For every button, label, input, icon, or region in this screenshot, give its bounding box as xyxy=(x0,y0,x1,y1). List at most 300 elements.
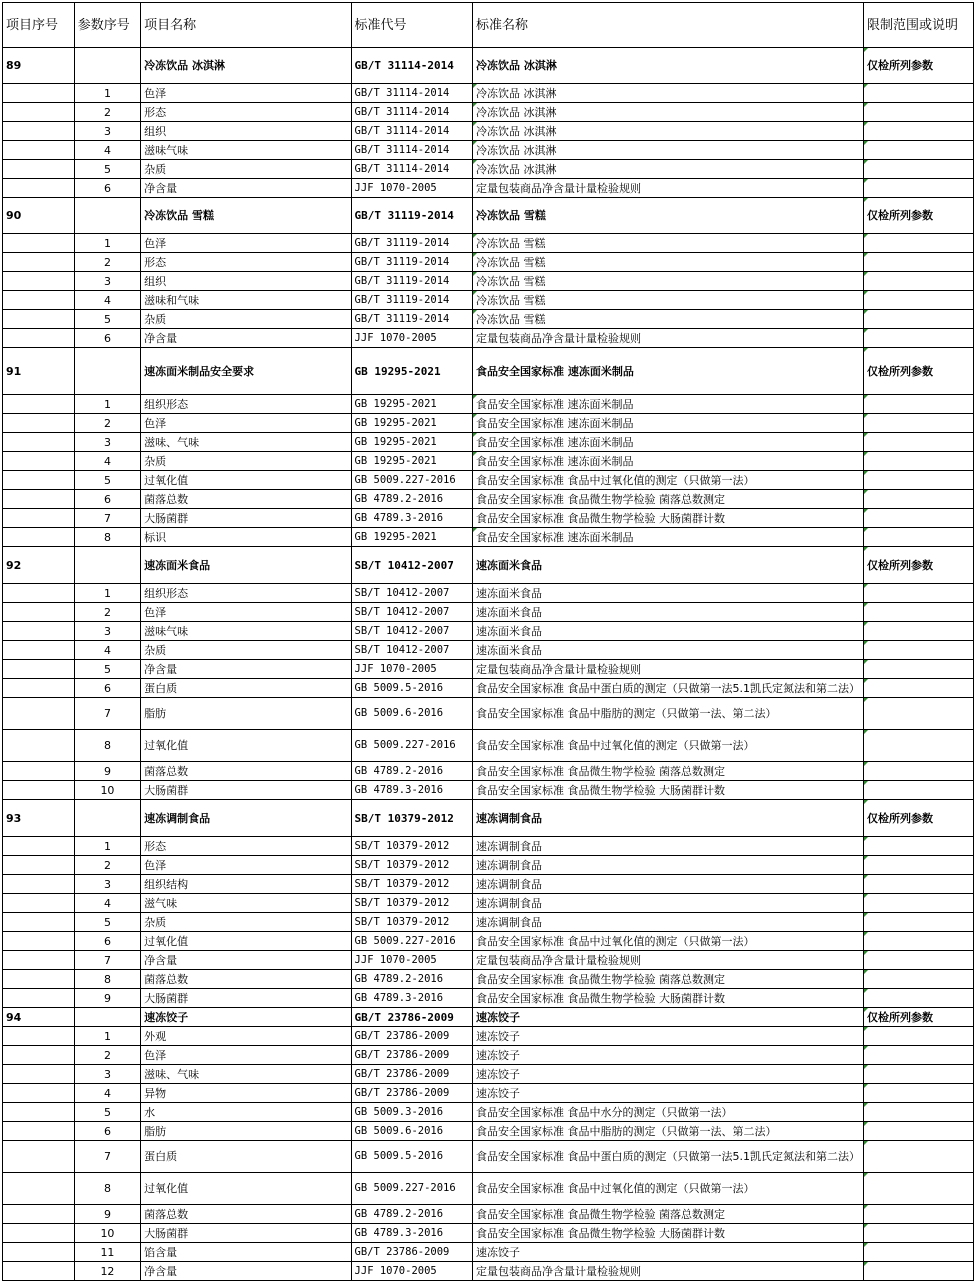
limit-empty[interactable] xyxy=(864,698,974,730)
param-standard-name[interactable]: 冷冻饮品 雪糕 xyxy=(473,253,864,272)
param-number-empty[interactable] xyxy=(74,348,140,395)
param-standard-name[interactable]: 速冻面米食品 xyxy=(473,603,864,622)
param-number[interactable]: 1 xyxy=(74,1027,140,1046)
param-standard-name[interactable]: 冷冻饮品 冰淇淋 xyxy=(473,141,864,160)
param-number[interactable]: 9 xyxy=(74,1205,140,1224)
param-standard-name[interactable]: 食品安全国家标准 食品中水分的测定（只做第一法） xyxy=(473,1103,864,1122)
param-name[interactable]: 杂质 xyxy=(141,452,351,471)
param-number[interactable]: 3 xyxy=(74,433,140,452)
param-standard-code[interactable]: GB/T 23786-2009 xyxy=(351,1243,472,1262)
item-number-empty[interactable] xyxy=(3,932,75,951)
limit-empty[interactable] xyxy=(864,490,974,509)
limit-empty[interactable] xyxy=(864,913,974,932)
param-name[interactable]: 色泽 xyxy=(141,1046,351,1065)
item-number-empty[interactable] xyxy=(3,1103,75,1122)
param-number[interactable]: 8 xyxy=(74,730,140,762)
limit-empty[interactable] xyxy=(864,837,974,856)
param-name[interactable]: 大肠菌群 xyxy=(141,989,351,1008)
param-number[interactable]: 3 xyxy=(74,122,140,141)
item-name[interactable]: 速冻调制食品 xyxy=(141,800,351,837)
limit-empty[interactable] xyxy=(864,234,974,253)
item-number[interactable]: 93 xyxy=(3,800,75,837)
item-number-empty[interactable] xyxy=(3,234,75,253)
standard-code[interactable]: GB/T 31114-2014 xyxy=(351,48,472,84)
param-name[interactable]: 杂质 xyxy=(141,641,351,660)
standard-code[interactable]: SB/T 10412-2007 xyxy=(351,547,472,584)
param-standard-code[interactable]: GB/T 31114-2014 xyxy=(351,122,472,141)
param-name[interactable]: 菌落总数 xyxy=(141,762,351,781)
param-number[interactable]: 11 xyxy=(74,1243,140,1262)
param-standard-code[interactable]: GB 5009.3-2016 xyxy=(351,1103,472,1122)
param-standard-code[interactable]: GB/T 23786-2009 xyxy=(351,1065,472,1084)
param-standard-code[interactable]: GB 4789.3-2016 xyxy=(351,509,472,528)
param-number-empty[interactable] xyxy=(74,198,140,234)
param-standard-name[interactable]: 冷冻饮品 冰淇淋 xyxy=(473,84,864,103)
param-standard-code[interactable]: GB 5009.227-2016 xyxy=(351,730,472,762)
param-standard-code[interactable]: GB/T 31119-2014 xyxy=(351,272,472,291)
param-standard-name[interactable]: 冷冻饮品 雪糕 xyxy=(473,291,864,310)
param-number[interactable]: 5 xyxy=(74,471,140,490)
param-standard-name[interactable]: 食品安全国家标准 食品中过氧化值的测定（只做第一法） xyxy=(473,932,864,951)
item-name[interactable]: 速冻饺子 xyxy=(141,1008,351,1027)
item-number-empty[interactable] xyxy=(3,310,75,329)
param-number[interactable]: 5 xyxy=(74,660,140,679)
param-number[interactable]: 3 xyxy=(74,272,140,291)
param-standard-name[interactable]: 食品安全国家标准 食品微生物学检验 菌落总数测定 xyxy=(473,762,864,781)
param-number-empty[interactable] xyxy=(74,1008,140,1027)
item-number-empty[interactable] xyxy=(3,160,75,179)
param-standard-code[interactable]: SB/T 10379-2012 xyxy=(351,894,472,913)
item-number-empty[interactable] xyxy=(3,179,75,198)
param-standard-name[interactable]: 速冻饺子 xyxy=(473,1046,864,1065)
limit-empty[interactable] xyxy=(864,471,974,490)
limit-empty[interactable] xyxy=(864,160,974,179)
param-number[interactable]: 4 xyxy=(74,894,140,913)
limit-note[interactable]: 仅检所列参数 xyxy=(864,348,974,395)
limit-empty[interactable] xyxy=(864,781,974,800)
item-name[interactable]: 速冻面米制品安全要求 xyxy=(141,348,351,395)
param-standard-code[interactable]: SB/T 10379-2012 xyxy=(351,913,472,932)
item-number[interactable]: 91 xyxy=(3,348,75,395)
param-name[interactable]: 净含量 xyxy=(141,660,351,679)
param-standard-code[interactable]: GB/T 23786-2009 xyxy=(351,1046,472,1065)
param-number[interactable]: 2 xyxy=(74,103,140,122)
param-standard-code[interactable]: GB 4789.2-2016 xyxy=(351,762,472,781)
header-std-code[interactable]: 标准代号 xyxy=(351,3,472,48)
limit-empty[interactable] xyxy=(864,1243,974,1262)
standard-code[interactable]: SB/T 10379-2012 xyxy=(351,800,472,837)
param-number[interactable]: 2 xyxy=(74,856,140,875)
item-number-empty[interactable] xyxy=(3,1122,75,1141)
item-number-empty[interactable] xyxy=(3,894,75,913)
standard-code[interactable]: GB/T 31119-2014 xyxy=(351,198,472,234)
param-name[interactable]: 过氧化值 xyxy=(141,1173,351,1205)
param-number[interactable]: 7 xyxy=(74,509,140,528)
param-standard-name[interactable]: 食品安全国家标准 食品中过氧化值的测定（只做第一法） xyxy=(473,730,864,762)
param-name[interactable]: 滋气味 xyxy=(141,894,351,913)
param-number[interactable]: 4 xyxy=(74,141,140,160)
limit-empty[interactable] xyxy=(864,122,974,141)
standard-name[interactable]: 冷冻饮品 冰淇淋 xyxy=(473,48,864,84)
param-name[interactable]: 色泽 xyxy=(141,234,351,253)
param-standard-code[interactable]: GB 19295-2021 xyxy=(351,414,472,433)
param-number[interactable]: 2 xyxy=(74,603,140,622)
param-standard-name[interactable]: 定量包装商品净含量计量检验规则 xyxy=(473,179,864,198)
param-standard-code[interactable]: GB 19295-2021 xyxy=(351,528,472,547)
param-standard-code[interactable]: SB/T 10379-2012 xyxy=(351,837,472,856)
item-number-empty[interactable] xyxy=(3,1173,75,1205)
param-number[interactable]: 2 xyxy=(74,414,140,433)
param-standard-code[interactable]: GB/T 23786-2009 xyxy=(351,1027,472,1046)
param-standard-code[interactable]: GB/T 31119-2014 xyxy=(351,253,472,272)
param-name[interactable]: 蛋白质 xyxy=(141,679,351,698)
item-number-empty[interactable] xyxy=(3,730,75,762)
item-number-empty[interactable] xyxy=(3,970,75,989)
param-number[interactable]: 1 xyxy=(74,84,140,103)
param-standard-code[interactable]: GB 5009.227-2016 xyxy=(351,471,472,490)
item-number[interactable]: 92 xyxy=(3,547,75,584)
param-number[interactable]: 3 xyxy=(74,622,140,641)
item-number-empty[interactable] xyxy=(3,1027,75,1046)
param-standard-name[interactable]: 食品安全国家标准 食品微生物学检验 大肠菌群计数 xyxy=(473,1224,864,1243)
param-standard-name[interactable]: 速冻调制食品 xyxy=(473,856,864,875)
item-number-empty[interactable] xyxy=(3,1243,75,1262)
item-number-empty[interactable] xyxy=(3,622,75,641)
param-standard-code[interactable]: GB 4789.2-2016 xyxy=(351,490,472,509)
limit-empty[interactable] xyxy=(864,253,974,272)
item-number-empty[interactable] xyxy=(3,1224,75,1243)
param-standard-code[interactable]: JJF 1070-2005 xyxy=(351,1262,472,1281)
item-number-empty[interactable] xyxy=(3,1141,75,1173)
param-name[interactable]: 菌落总数 xyxy=(141,1205,351,1224)
item-number-empty[interactable] xyxy=(3,913,75,932)
param-number[interactable]: 8 xyxy=(74,528,140,547)
param-name[interactable]: 菌落总数 xyxy=(141,970,351,989)
param-number[interactable]: 3 xyxy=(74,1065,140,1084)
limit-empty[interactable] xyxy=(864,272,974,291)
item-number-empty[interactable] xyxy=(3,509,75,528)
param-standard-name[interactable]: 冷冻饮品 冰淇淋 xyxy=(473,103,864,122)
param-name[interactable]: 大肠菌群 xyxy=(141,509,351,528)
param-standard-code[interactable]: SB/T 10412-2007 xyxy=(351,603,472,622)
param-name[interactable]: 净含量 xyxy=(141,1262,351,1281)
limit-empty[interactable] xyxy=(864,875,974,894)
param-number[interactable]: 1 xyxy=(74,584,140,603)
limit-empty[interactable] xyxy=(864,509,974,528)
param-standard-name[interactable]: 食品安全国家标准 食品中脂肪的测定（只做第一法、第二法） xyxy=(473,698,864,730)
item-number-empty[interactable] xyxy=(3,781,75,800)
param-number-empty[interactable] xyxy=(74,547,140,584)
limit-empty[interactable] xyxy=(864,856,974,875)
param-standard-name[interactable]: 食品安全国家标准 速冻面米制品 xyxy=(473,395,864,414)
item-number-empty[interactable] xyxy=(3,490,75,509)
standard-code[interactable]: GB/T 23786-2009 xyxy=(351,1008,472,1027)
param-number[interactable]: 6 xyxy=(74,1122,140,1141)
param-standard-name[interactable]: 速冻饺子 xyxy=(473,1084,864,1103)
param-number[interactable]: 12 xyxy=(74,1262,140,1281)
param-number[interactable]: 7 xyxy=(74,698,140,730)
limit-empty[interactable] xyxy=(864,603,974,622)
param-number[interactable]: 6 xyxy=(74,329,140,348)
param-standard-code[interactable]: SB/T 10379-2012 xyxy=(351,875,472,894)
param-number[interactable]: 4 xyxy=(74,452,140,471)
item-name[interactable]: 冷冻饮品 雪糕 xyxy=(141,198,351,234)
param-name[interactable]: 蛋白质 xyxy=(141,1141,351,1173)
item-number-empty[interactable] xyxy=(3,641,75,660)
limit-empty[interactable] xyxy=(864,1084,974,1103)
param-name[interactable]: 净含量 xyxy=(141,951,351,970)
header-param-no[interactable]: 参数序号 xyxy=(74,3,140,48)
limit-empty[interactable] xyxy=(864,660,974,679)
limit-empty[interactable] xyxy=(864,894,974,913)
param-name[interactable]: 形态 xyxy=(141,103,351,122)
param-number-empty[interactable] xyxy=(74,48,140,84)
param-standard-code[interactable]: GB/T 31114-2014 xyxy=(351,103,472,122)
item-number-empty[interactable] xyxy=(3,698,75,730)
param-standard-name[interactable]: 食品安全国家标准 食品中过氧化值的测定（只做第一法） xyxy=(473,471,864,490)
param-standard-code[interactable]: GB/T 31119-2014 xyxy=(351,291,472,310)
param-standard-name[interactable]: 食品安全国家标准 食品微生物学检验 菌落总数测定 xyxy=(473,490,864,509)
param-standard-code[interactable]: GB 4789.3-2016 xyxy=(351,989,472,1008)
limit-empty[interactable] xyxy=(864,641,974,660)
param-name[interactable]: 过氧化值 xyxy=(141,471,351,490)
param-standard-name[interactable]: 速冻面米食品 xyxy=(473,641,864,660)
limit-empty[interactable] xyxy=(864,141,974,160)
param-standard-code[interactable]: SB/T 10412-2007 xyxy=(351,641,472,660)
param-number[interactable]: 4 xyxy=(74,291,140,310)
param-standard-code[interactable]: JJF 1070-2005 xyxy=(351,329,472,348)
item-number-empty[interactable] xyxy=(3,433,75,452)
param-name[interactable]: 脂肪 xyxy=(141,698,351,730)
limit-empty[interactable] xyxy=(864,310,974,329)
param-number[interactable]: 6 xyxy=(74,932,140,951)
limit-note[interactable]: 仅检所列参数 xyxy=(864,547,974,584)
limit-empty[interactable] xyxy=(864,1173,974,1205)
param-standard-name[interactable]: 速冻面米食品 xyxy=(473,584,864,603)
item-number-empty[interactable] xyxy=(3,84,75,103)
limit-empty[interactable] xyxy=(864,291,974,310)
param-standard-code[interactable]: GB 5009.6-2016 xyxy=(351,698,472,730)
param-number[interactable]: 4 xyxy=(74,1084,140,1103)
param-standard-code[interactable]: GB/T 31114-2014 xyxy=(351,141,472,160)
param-standard-code[interactable]: GB 5009.227-2016 xyxy=(351,932,472,951)
param-standard-name[interactable]: 食品安全国家标准 食品中脂肪的测定（只做第一法、第二法） xyxy=(473,1122,864,1141)
param-standard-name[interactable]: 冷冻饮品 冰淇淋 xyxy=(473,122,864,141)
header-std-name[interactable]: 标准名称 xyxy=(473,3,864,48)
param-name[interactable]: 色泽 xyxy=(141,414,351,433)
limit-empty[interactable] xyxy=(864,1262,974,1281)
limit-empty[interactable] xyxy=(864,762,974,781)
param-standard-code[interactable]: JJF 1070-2005 xyxy=(351,951,472,970)
param-name[interactable]: 净含量 xyxy=(141,179,351,198)
param-standard-name[interactable]: 速冻调制食品 xyxy=(473,875,864,894)
param-standard-name[interactable]: 冷冻饮品 雪糕 xyxy=(473,272,864,291)
param-standard-name[interactable]: 定量包装商品净含量计量检验规则 xyxy=(473,660,864,679)
item-number-empty[interactable] xyxy=(3,1205,75,1224)
param-standard-code[interactable]: SB/T 10412-2007 xyxy=(351,584,472,603)
param-number[interactable]: 3 xyxy=(74,875,140,894)
param-standard-name[interactable]: 食品安全国家标准 食品中过氧化值的测定（只做第一法） xyxy=(473,1173,864,1205)
param-name[interactable]: 过氧化值 xyxy=(141,730,351,762)
param-number[interactable]: 6 xyxy=(74,490,140,509)
param-number-empty[interactable] xyxy=(74,800,140,837)
param-standard-code[interactable]: GB 5009.6-2016 xyxy=(351,1122,472,1141)
header-limit[interactable]: 限制范围或说明 xyxy=(864,3,974,48)
param-name[interactable]: 水 xyxy=(141,1103,351,1122)
limit-empty[interactable] xyxy=(864,951,974,970)
param-standard-name[interactable]: 速冻面米食品 xyxy=(473,622,864,641)
param-number[interactable]: 9 xyxy=(74,762,140,781)
standard-name[interactable]: 速冻面米食品 xyxy=(473,547,864,584)
limit-empty[interactable] xyxy=(864,1065,974,1084)
item-number-empty[interactable] xyxy=(3,856,75,875)
limit-empty[interactable] xyxy=(864,679,974,698)
limit-empty[interactable] xyxy=(864,1122,974,1141)
param-name[interactable]: 大肠菌群 xyxy=(141,1224,351,1243)
param-name[interactable]: 脂肪 xyxy=(141,1122,351,1141)
param-standard-code[interactable]: GB/T 31119-2014 xyxy=(351,310,472,329)
item-number-empty[interactable] xyxy=(3,291,75,310)
limit-empty[interactable] xyxy=(864,395,974,414)
limit-empty[interactable] xyxy=(864,414,974,433)
item-number-empty[interactable] xyxy=(3,762,75,781)
param-number[interactable]: 10 xyxy=(74,781,140,800)
param-name[interactable]: 组织 xyxy=(141,272,351,291)
param-number[interactable]: 7 xyxy=(74,1141,140,1173)
limit-empty[interactable] xyxy=(864,622,974,641)
param-name[interactable]: 馅含量 xyxy=(141,1243,351,1262)
param-standard-code[interactable]: GB 4789.3-2016 xyxy=(351,1224,472,1243)
item-number-empty[interactable] xyxy=(3,528,75,547)
limit-empty[interactable] xyxy=(864,932,974,951)
limit-empty[interactable] xyxy=(864,970,974,989)
item-number-empty[interactable] xyxy=(3,395,75,414)
param-standard-code[interactable]: GB 4789.2-2016 xyxy=(351,970,472,989)
limit-empty[interactable] xyxy=(864,1141,974,1173)
item-name[interactable]: 速冻面米食品 xyxy=(141,547,351,584)
standard-code[interactable]: GB 19295-2021 xyxy=(351,348,472,395)
param-standard-name[interactable]: 冷冻饮品 雪糕 xyxy=(473,310,864,329)
limit-empty[interactable] xyxy=(864,1103,974,1122)
param-name[interactable]: 滋味和气味 xyxy=(141,291,351,310)
param-standard-name[interactable]: 食品安全国家标准 速冻面米制品 xyxy=(473,452,864,471)
param-standard-code[interactable]: GB 19295-2021 xyxy=(351,433,472,452)
param-name[interactable]: 大肠菌群 xyxy=(141,781,351,800)
param-name[interactable]: 滋味、气味 xyxy=(141,433,351,452)
param-name[interactable]: 组织 xyxy=(141,122,351,141)
param-standard-name[interactable]: 速冻调制食品 xyxy=(473,894,864,913)
param-standard-name[interactable]: 冷冻饮品 冰淇淋 xyxy=(473,160,864,179)
param-name[interactable]: 杂质 xyxy=(141,310,351,329)
param-standard-name[interactable]: 速冻调制食品 xyxy=(473,913,864,932)
standard-name[interactable]: 冷冻饮品 雪糕 xyxy=(473,198,864,234)
item-number-empty[interactable] xyxy=(3,471,75,490)
param-number[interactable]: 5 xyxy=(74,310,140,329)
item-number[interactable]: 89 xyxy=(3,48,75,84)
param-name[interactable]: 组织结构 xyxy=(141,875,351,894)
standard-name[interactable]: 速冻调制食品 xyxy=(473,800,864,837)
param-number[interactable]: 5 xyxy=(74,913,140,932)
param-standard-code[interactable]: JJF 1070-2005 xyxy=(351,660,472,679)
param-number[interactable]: 1 xyxy=(74,395,140,414)
param-standard-code[interactable]: GB/T 23786-2009 xyxy=(351,1084,472,1103)
limit-empty[interactable] xyxy=(864,433,974,452)
item-number-empty[interactable] xyxy=(3,951,75,970)
param-name[interactable]: 过氧化值 xyxy=(141,932,351,951)
param-standard-name[interactable]: 速冻饺子 xyxy=(473,1243,864,1262)
param-name[interactable]: 标识 xyxy=(141,528,351,547)
param-standard-code[interactable]: SB/T 10412-2007 xyxy=(351,622,472,641)
limit-empty[interactable] xyxy=(864,452,974,471)
param-standard-name[interactable]: 食品安全国家标准 速冻面米制品 xyxy=(473,433,864,452)
param-standard-name[interactable]: 食品安全国家标准 食品微生物学检验 大肠菌群计数 xyxy=(473,989,864,1008)
item-number-empty[interactable] xyxy=(3,837,75,856)
standard-name[interactable]: 食品安全国家标准 速冻面米制品 xyxy=(473,348,864,395)
item-number-empty[interactable] xyxy=(3,414,75,433)
limit-empty[interactable] xyxy=(864,329,974,348)
item-number-empty[interactable] xyxy=(3,253,75,272)
item-number-empty[interactable] xyxy=(3,329,75,348)
item-number-empty[interactable] xyxy=(3,103,75,122)
param-name[interactable]: 滋味气味 xyxy=(141,622,351,641)
item-name[interactable]: 冷冻饮品 冰淇淋 xyxy=(141,48,351,84)
param-standard-code[interactable]: GB 5009.227-2016 xyxy=(351,1173,472,1205)
param-number[interactable]: 5 xyxy=(74,160,140,179)
limit-note[interactable]: 仅检所列参数 xyxy=(864,800,974,837)
param-standard-name[interactable]: 速冻饺子 xyxy=(473,1065,864,1084)
limit-note[interactable]: 仅检所列参数 xyxy=(864,198,974,234)
param-name[interactable]: 净含量 xyxy=(141,329,351,348)
param-standard-code[interactable]: GB 5009.5-2016 xyxy=(351,1141,472,1173)
item-number[interactable]: 94 xyxy=(3,1008,75,1027)
param-number[interactable]: 1 xyxy=(74,234,140,253)
param-standard-name[interactable]: 食品安全国家标准 食品微生物学检验 菌落总数测定 xyxy=(473,970,864,989)
param-name[interactable]: 色泽 xyxy=(141,603,351,622)
param-standard-code[interactable]: GB/T 31114-2014 xyxy=(351,84,472,103)
header-item-name[interactable]: 项目名称 xyxy=(141,3,351,48)
item-number-empty[interactable] xyxy=(3,989,75,1008)
item-number-empty[interactable] xyxy=(3,1065,75,1084)
param-standard-name[interactable]: 定量包装商品净含量计量检验规则 xyxy=(473,329,864,348)
item-number-empty[interactable] xyxy=(3,584,75,603)
param-number[interactable]: 8 xyxy=(74,1173,140,1205)
limit-empty[interactable] xyxy=(864,1027,974,1046)
param-standard-name[interactable]: 食品安全国家标准 食品中蛋白质的测定（只做第一法5.1凯氏定氮法和第二法） xyxy=(473,679,864,698)
param-name[interactable]: 色泽 xyxy=(141,856,351,875)
item-number-empty[interactable] xyxy=(3,660,75,679)
param-standard-name[interactable]: 冷冻饮品 雪糕 xyxy=(473,234,864,253)
param-standard-name[interactable]: 速冻饺子 xyxy=(473,1027,864,1046)
param-standard-code[interactable]: GB 19295-2021 xyxy=(351,395,472,414)
param-number[interactable]: 4 xyxy=(74,641,140,660)
header-item-no[interactable]: 项目序号 xyxy=(3,3,75,48)
limit-empty[interactable] xyxy=(864,528,974,547)
param-standard-code[interactable]: GB 4789.3-2016 xyxy=(351,781,472,800)
param-name[interactable]: 组织形态 xyxy=(141,584,351,603)
param-name[interactable]: 形态 xyxy=(141,837,351,856)
param-number[interactable]: 8 xyxy=(74,970,140,989)
param-name[interactable]: 异物 xyxy=(141,1084,351,1103)
param-standard-name[interactable]: 食品安全国家标准 食品微生物学检验 菌落总数测定 xyxy=(473,1205,864,1224)
limit-note[interactable]: 仅检所列参数 xyxy=(864,1008,974,1027)
item-number[interactable]: 90 xyxy=(3,198,75,234)
param-standard-code[interactable]: GB 5009.5-2016 xyxy=(351,679,472,698)
limit-empty[interactable] xyxy=(864,179,974,198)
param-standard-name[interactable]: 食品安全国家标准 食品微生物学检验 大肠菌群计数 xyxy=(473,509,864,528)
limit-empty[interactable] xyxy=(864,584,974,603)
param-standard-name[interactable]: 食品安全国家标准 速冻面米制品 xyxy=(473,528,864,547)
item-number-empty[interactable] xyxy=(3,1046,75,1065)
